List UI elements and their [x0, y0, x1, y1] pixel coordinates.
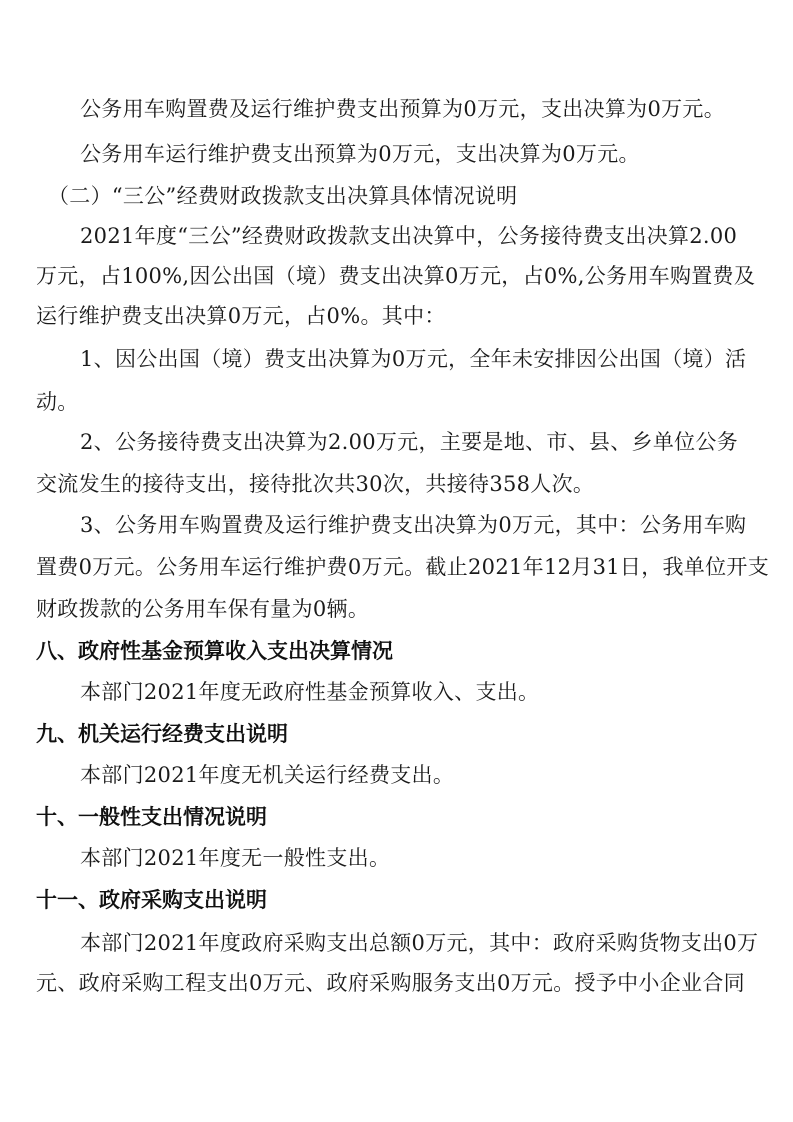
paragraph-line: 财政拨款的公务用车保有量为0辆。 [36, 597, 370, 621]
paragraph-line: 元、政府采购工程支出0万元、政府采购服务支出0万元。授予中小企业合同 [36, 971, 745, 995]
section-heading: 十、一般性支出情况说明 [36, 805, 267, 829]
paragraph-line: 本部门2021年度无一般性支出。 [80, 846, 391, 870]
paragraph-line: 2021年度“三公”经费财政拨款支出决算中，公务接待费支出决算2.00 [80, 224, 738, 248]
subsection-heading: （二）“三公”经费财政拨款支出决算具体情况说明 [48, 184, 518, 208]
paragraph-line: 运行维护费支出决算0万元，占0%。其中： [36, 304, 446, 328]
paragraph-line: 交流发生的接待支出，接待批次共30次，共接待358人次。 [36, 472, 595, 496]
paragraph-line: 万元，占100%,因公出国（境）费支出决算0万元，占0%,公务用车购置费及 [36, 264, 756, 288]
section-heading: 八、政府性基金预算收入支出决算情况 [36, 639, 393, 663]
paragraph-line: 本部门2021年度无政府性基金预算收入、支出。 [80, 680, 540, 704]
paragraph-line: 置费0万元。公务用车运行维护费0万元。截止2021年12月31日，我单位开支 [36, 555, 770, 579]
paragraph-line: 1、因公出国（境）费支出决算为0万元，全年未安排因公出国（境）活 [80, 347, 747, 371]
paragraph-line: 公务用车购置费及运行维护费支出预算为0万元，支出决算为0万元。 [80, 97, 726, 121]
paragraph-line: 本部门2021年度无机关运行经费支出。 [80, 763, 455, 787]
section-heading: 十一、政府采购支出说明 [36, 888, 267, 912]
section-heading: 九、机关运行经费支出说明 [36, 722, 288, 746]
paragraph-line: 本部门2021年度政府采购支出总额0万元，其中：政府采购货物支出0万 [80, 931, 759, 955]
paragraph-line: 动。 [36, 390, 79, 414]
paragraph-line: 公务用车运行维护费支出预算为0万元，支出决算为0万元。 [80, 142, 640, 166]
paragraph-line: 3、公务用车购置费及运行维护费支出决算为0万元，其中：公务用车购 [80, 513, 747, 537]
paragraph-line: 2、公务接待费支出决算为2.00万元，主要是地、市、县、乡单位公务 [80, 430, 739, 454]
